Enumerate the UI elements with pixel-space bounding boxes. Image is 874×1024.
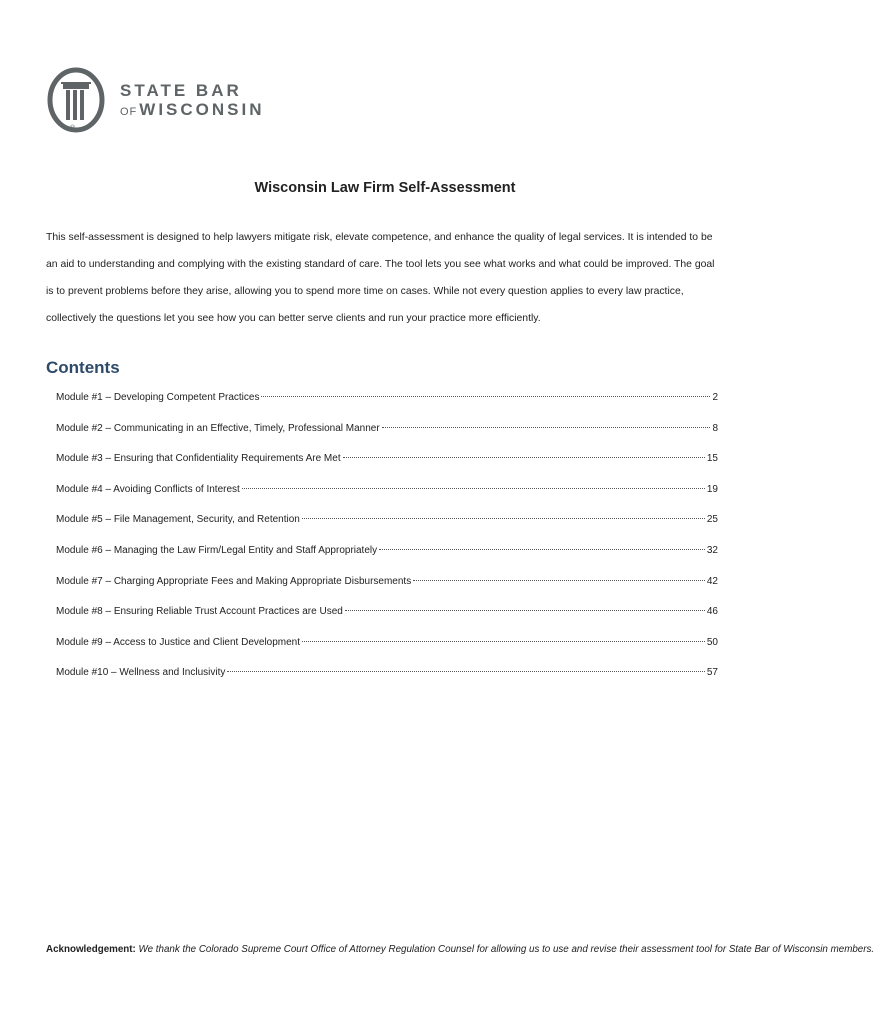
toc-page-number: 25 — [706, 514, 718, 526]
intro-paragraph: This self-assessment is designed to help lawyers mitigate risk, elevate competence, and enhance the quality of legal services. It is intended to be an aid to understanding and complying with the existing standard of care. The tool lets you see what works and what could be improved. The goal is to prevent problems before they arise, allowing you to spend more time on cases. While not every question applies to every law practice, collectively the questions let you see how you can better serve clients and run your practice more efficiently. — [46, 232, 715, 324]
toc-title: Module #1 – Developing Competent Practices — [56, 392, 260, 403]
toc-title: Module #7 – Charging Appropriate Fees and Making Appropriate Disbursements — [56, 575, 412, 587]
toc-page-number: 19 — [706, 483, 718, 495]
toc-title: Module #10 – Wellness and Inclusivity — [56, 667, 226, 679]
logo-line1: STATE BAR — [120, 81, 242, 101]
toc-page-number: 50 — [706, 636, 718, 648]
registered-mark: ® — [70, 125, 76, 132]
toc-leader-dots — [413, 580, 705, 581]
toc-entry-6[interactable] — [56, 545, 718, 576]
acknowledgement-text: We thank the Colorado Supreme Court Office of Attorney Regulation Counsel for allowing us to use and revise their assessment tool for State Bar of Wisconsin members. — [135, 944, 874, 955]
toc-page-number: 8 — [712, 422, 718, 434]
logo-wordmark — [120, 82, 265, 119]
toc-entry-8[interactable] — [56, 606, 718, 637]
toc-title: Module #5 – File Management, Security, and Retention — [56, 514, 300, 526]
toc-leader-dots — [227, 671, 705, 672]
toc-title: Module #4 – Avoiding Conflicts of Interest — [56, 483, 240, 495]
toc-leader-dots — [242, 488, 705, 489]
toc-title: Module #2 – Communicating in an Effective, Timely, Professional Manner — [56, 422, 380, 434]
acknowledgement — [46, 944, 874, 955]
toc-entry-10[interactable] — [56, 667, 718, 698]
toc-leader-dots — [379, 549, 705, 550]
logo-line2-text: WISCONSIN — [139, 100, 265, 119]
toc-entry-5[interactable] — [56, 514, 718, 545]
logo-line2 — [120, 101, 265, 120]
toc-entry-1[interactable] — [56, 392, 718, 423]
contents-heading: Contents — [46, 358, 120, 377]
toc-page-number: 42 — [706, 575, 718, 587]
toc-title: Module #8 – Ensuring Reliable Trust Account Practices are Used — [56, 606, 343, 618]
toc-entry-7[interactable] — [56, 576, 718, 607]
state-bar-logo — [46, 66, 265, 136]
toc-title: Module #6 – Managing the Law Firm/Legal Entity and Staff Appropriately — [56, 544, 378, 556]
toc-entry-4[interactable] — [56, 484, 718, 515]
toc-leader-dots — [302, 641, 705, 642]
toc-leader-dots — [382, 427, 711, 428]
toc-page-number: 15 — [706, 453, 718, 465]
toc-title: Module #3 – Ensuring that Confidentiality Requirements Are Met — [56, 453, 341, 465]
acknowledgement-label: Acknowledgement: — [46, 944, 136, 955]
toc-leader-dots — [345, 610, 705, 611]
toc-entry-3[interactable] — [56, 453, 718, 484]
logo-of: OF — [120, 106, 138, 118]
toc-title: Module #9 – Access to Justice and Client Development — [56, 636, 301, 648]
document-title: Wisconsin Law Firm Self-Assessment — [254, 180, 516, 196]
pillar-circle-icon — [46, 66, 110, 136]
toc-leader-dots — [343, 457, 705, 458]
toc-leader-dots — [302, 518, 705, 519]
toc-entry-2[interactable] — [56, 423, 718, 454]
table-of-contents — [56, 392, 718, 698]
toc-page-number: 32 — [706, 544, 718, 556]
toc-entry-9[interactable] — [56, 637, 718, 668]
toc-leader-dots — [261, 396, 710, 397]
toc-page-number: 46 — [706, 606, 718, 618]
toc-page-number: 2 — [712, 392, 718, 403]
toc-page-number: 57 — [706, 667, 718, 679]
